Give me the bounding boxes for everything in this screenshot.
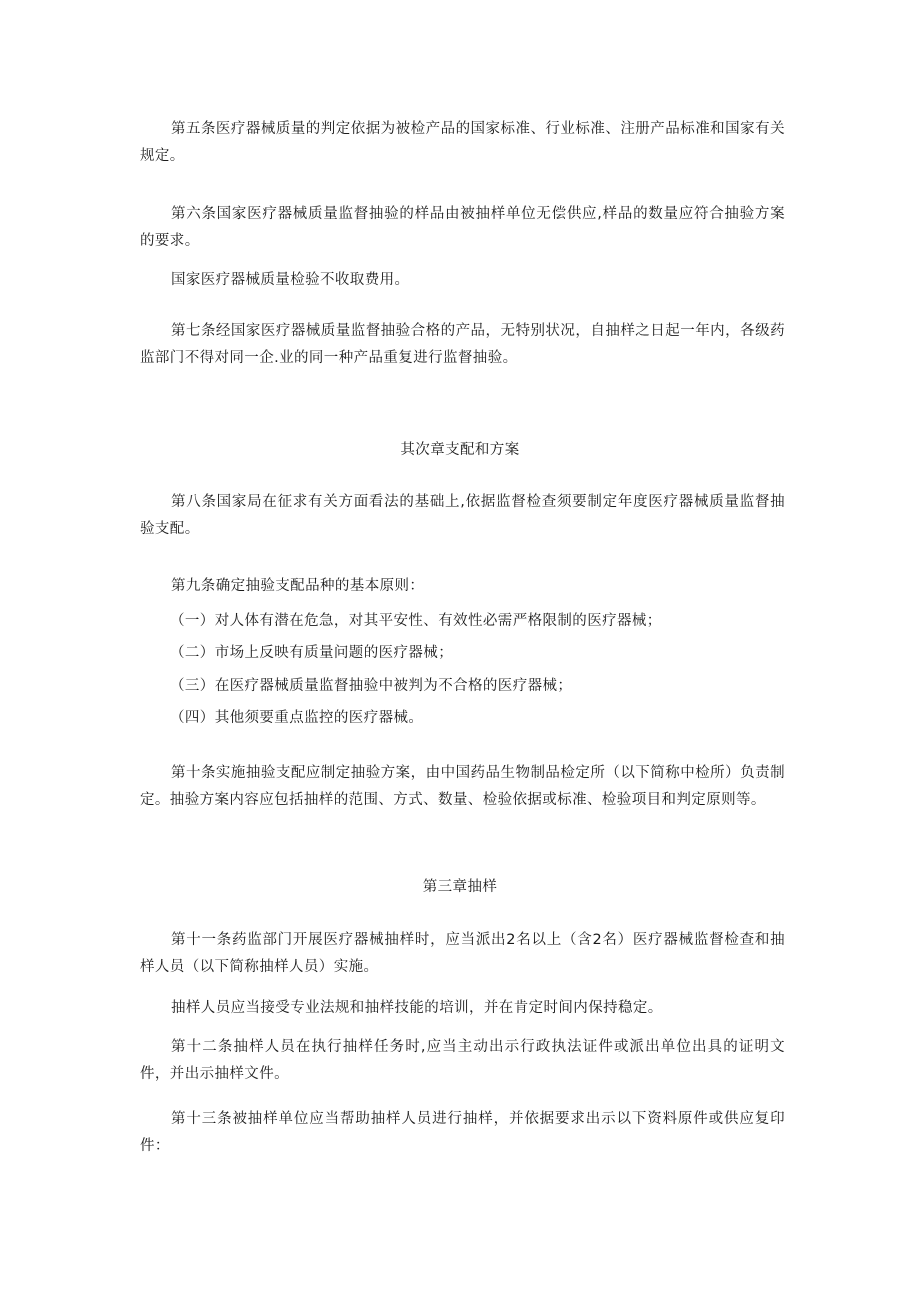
article-6-fee-note: 国家医疗器械质量检验不收取费用。 <box>171 272 410 288</box>
article-9-item-4: （四）其他须要重点监控的医疗器械。 <box>170 710 424 726</box>
article-9: 第九条确定抽验支配品种的基本原则： <box>171 578 425 594</box>
article-9-item-1: （一）对人体有潜在危急，对其平安性、有效性必需严格限制的医疗器械； <box>170 613 662 629</box>
article-6: 第六条国家医疗器械质量监督抽验的样品由被抽样单位无偿供应,样品的数量应符合抽验方案的要求。 <box>140 206 785 249</box>
article-7: 第七条经国家医疗器械质量监督抽验合格的产品，无特别状况，自抽样之日起一年内，各级药监部门不得对同一企.业的同一种产品重复进行监督抽验。 <box>140 323 785 366</box>
chapter-2-title: 其次章支配和方案 <box>400 442 520 458</box>
article-11-training: 抽样人员应当接受专业法规和抽样技能的培训，并在肯定时间内保持稳定。 <box>171 1000 663 1016</box>
article-13: 第十三条被抽样单位应当帮助抽样人员进行抽样，并依据要求出示以下资料原件或供应复印件： <box>140 1111 785 1154</box>
article-8: 第八条国家局在征求有关方面看法的基础上,依据监督检查须要制定年度医疗器械质量监督抽验支配。 <box>140 494 785 537</box>
article-5: 第五条医疗器械质量的判定依据为被检产品的国家标准、行业标准、注册产品标准和国家有关规定。 <box>140 121 785 164</box>
article-11: 第十一条药监部门开展医疗器械抽样时，应当派出2名以上（含2名）医疗器械监督检查和抽样人员（以下简称抽样人员）实施。 <box>140 932 785 975</box>
article-9-item-3: （三）在医疗器械质量监督抽验中被判为不合格的医疗器械； <box>170 678 573 694</box>
article-10: 第十条实施抽验支配应制定抽验方案，由中国药品生物制品检定所（以下简称中检所）负责制定。抽验方案内容应包括抽样的范围、方式、数量、检验依据或标准、检验项目和判定原则等。 <box>140 765 785 808</box>
chapter-3-title: 第三章抽样 <box>422 879 498 895</box>
article-12: 第十二条抽样人员在执行抽样任务时,应当主动出示行政执法证件或派出单位出具的证明文件，并出示抽样文件。 <box>140 1039 785 1082</box>
article-9-item-2: （二）市场上反映有质量问题的医疗器械； <box>170 645 454 661</box>
